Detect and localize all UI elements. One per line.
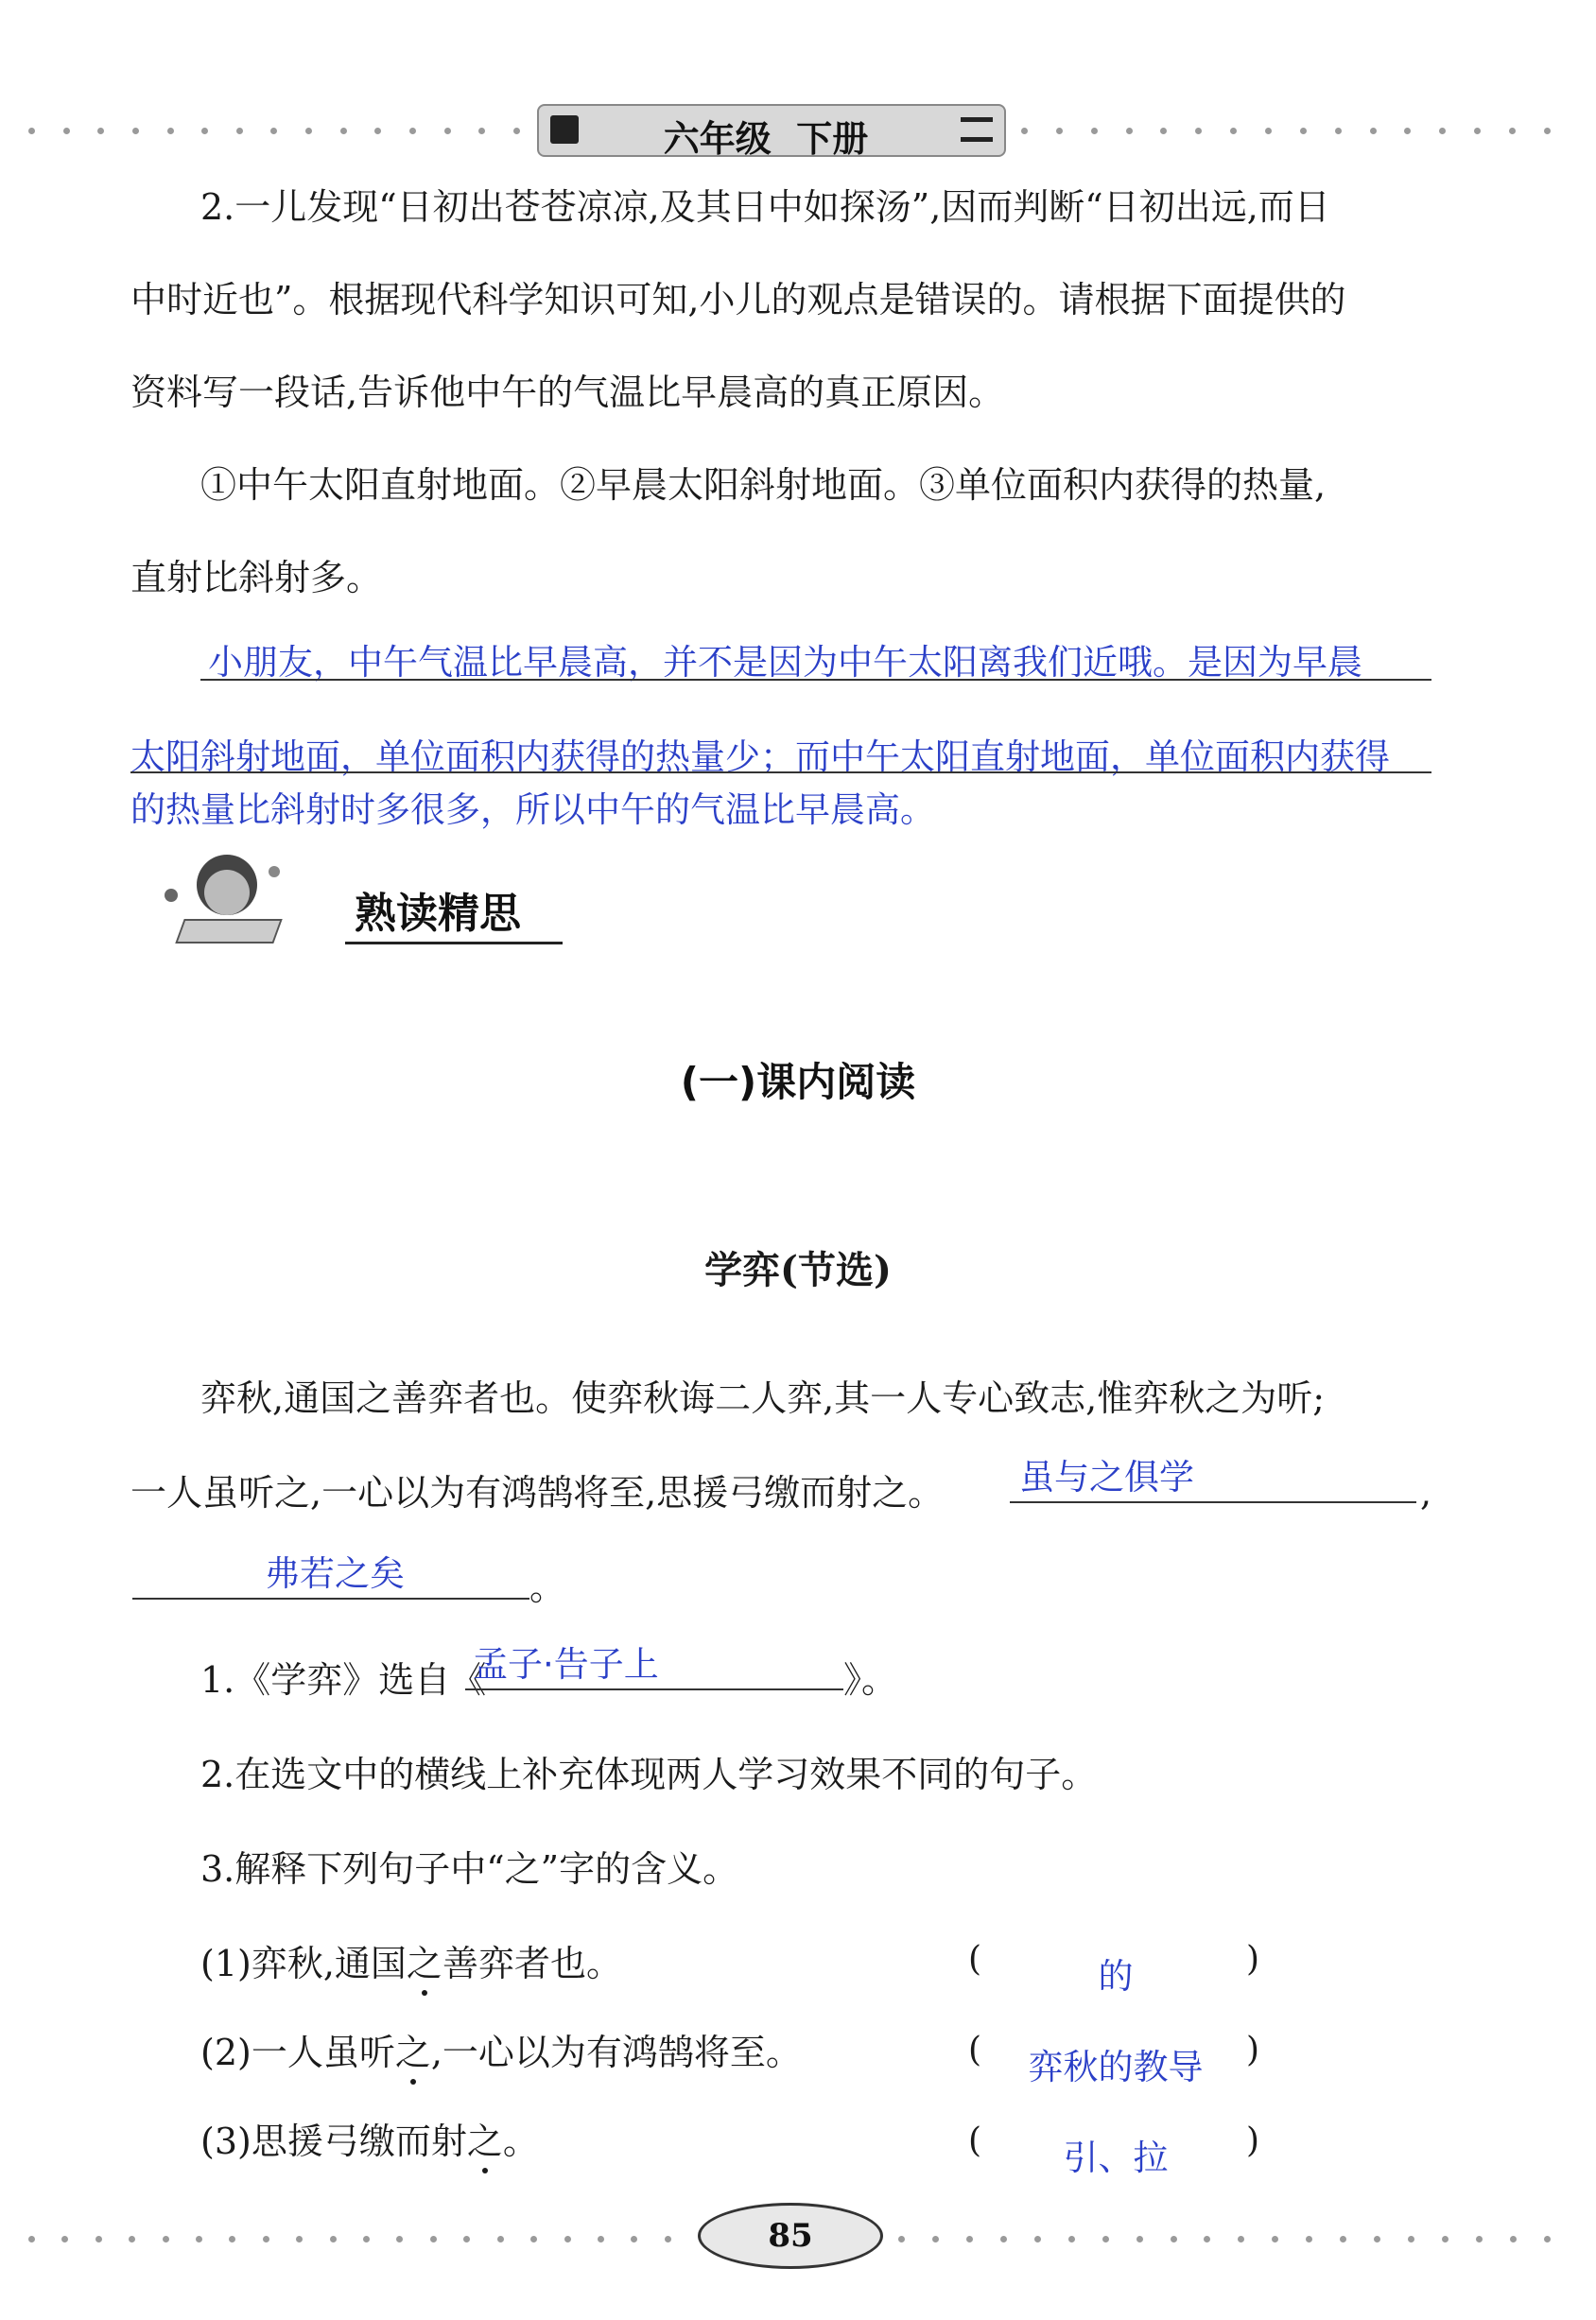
emphasis-char: 之 [394,2032,431,2073]
emphasis-char: 之 [466,2121,503,2162]
header-dots-left [28,127,520,134]
question-1-prefix: 1.《学弈》选自《 [200,1659,487,1701]
emphasis-char: 之 [406,1943,442,1984]
item-2-paren-close: ) [1246,2031,1260,2069]
question-3-item-1: (1)弈秋,通国之善弈者也。 [200,1943,622,1984]
passage-line-2: 一人虽听之,一心以为有鸿鹄将至,思援弓缴而射之。 [130,1472,945,1514]
reading-child-icon [180,851,274,945]
q2-answer-line-1: 小朋友，中午气温比早晨高，并不是因为中午太阳离我们近哦。是因为早晨 [208,642,1362,683]
header-title: 六年级 下册 [663,118,869,160]
deco-icon [961,117,993,142]
header-banner [537,104,1006,160]
footer-dots-right [898,2235,1551,2242]
section-title-underline [345,942,563,944]
q2-line-1: 2.一儿发现“日初出苍苍凉凉,及其日中如探汤”,因而判断“日初出远,而日 [200,186,1330,228]
page-number: 85 [768,2217,813,2255]
question-1-answer: 孟子·告子上 [473,1644,659,1685]
q2-material-1: ①中午太阳直射地面。②早晨太阳斜射地面。③单位面积内获得的热量, [200,464,1327,506]
question-3-item-2: (2)一人虽听之,一心以为有鸿鹄将至。 [200,2032,802,2073]
question-1-suffix: 》。 [843,1659,898,1701]
q2-answer-line-3: 的热量比斜射时多很多，所以中午的气温比早晨高。 [130,789,935,830]
item-3-paren-close: ) [1246,2121,1260,2160]
passage-blank-1-line [1010,1501,1416,1503]
passage-title: 学弈(节选) [704,1248,892,1292]
q2-line-2: 中时近也”。根据现代科学知识可知,小儿的观点是错误的。请根据下面提供的 [130,279,1346,320]
passage-line-1: 弈秋,通国之善弈者也。使弈秋诲二人弈,其一人专心致志,惟弈秋之为听; [200,1377,1326,1419]
passage-blank-2-answer: 弗若之矣 [265,1553,405,1594]
section-header [132,832,567,964]
section-title: 熟读精思 [355,890,521,938]
book-icon [550,115,579,144]
q2-material-2: 直射比斜射多。 [130,557,383,598]
q2-answer-line-2: 太阳斜射地面，单位面积内获得的热量少；而中午太阳直射地面，单位面积内获得 [130,736,1390,777]
passage-blank-1-answer: 虽与之俱学 [1019,1457,1194,1498]
item-2-answer: 弈秋的教导 [1028,2047,1204,2087]
answer-underline-2 [130,771,1431,773]
item-2-paren-open: ( [968,2031,982,2069]
footer-dots-left [28,2235,671,2242]
question-3-item-3: (3)思援弓缴而射之。 [200,2121,539,2162]
item-3-paren-open: ( [968,2121,982,2160]
item-1-paren-close: ) [1246,1940,1260,1979]
passage-period: 。 [529,1567,566,1608]
item-3-answer: 引、拉 [1063,2138,1169,2178]
item-1-answer: 的 [1098,1956,1134,1997]
question-2: 2.在选文中的横线上补充体现两人学习效果不同的句子。 [200,1754,1098,1795]
page-number-badge [698,2203,883,2269]
answer-underline-1 [200,679,1431,681]
passage-blank-2-line [132,1598,529,1600]
passage-comma: , [1420,1472,1432,1514]
question-1-line [465,1688,843,1690]
item-1-paren-open: ( [968,1940,982,1979]
question-3: 3.解释下列句子中“之”字的含义。 [200,1848,739,1890]
subsection-title: (一)课内阅读 [680,1059,916,1105]
header-dots-right [1021,127,1551,134]
q2-line-3: 资料写一段话,告诉他中午的气温比早晨高的真正原因。 [130,372,1005,413]
